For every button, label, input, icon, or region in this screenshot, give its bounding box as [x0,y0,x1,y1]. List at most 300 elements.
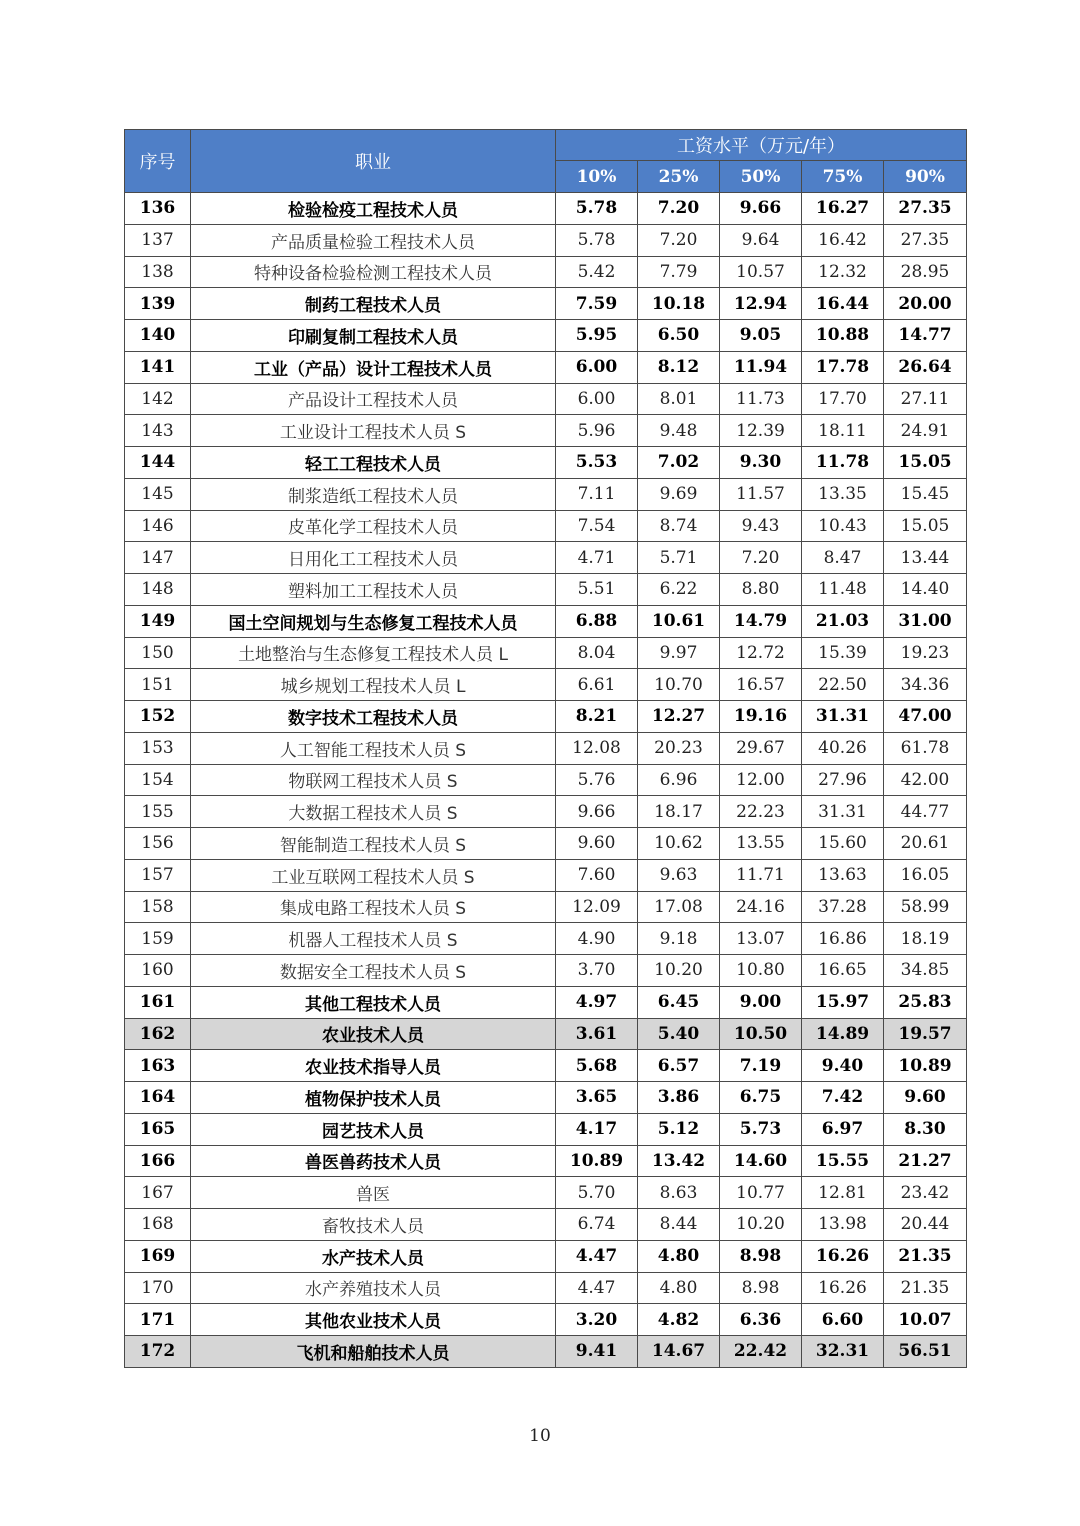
table-row [125,1082,967,1114]
salary-p75: 8.47 [802,542,884,574]
salary-p75: 31.31 [802,701,884,733]
salary-p90: 42.00 [884,764,967,796]
occupation-name: 工业设计工程技术人员 S [191,415,556,447]
row-number: 151 [125,669,191,701]
salary-p50: 12.00 [720,764,802,796]
salary-p25: 8.44 [638,1209,720,1241]
salary-table [124,129,967,1368]
salary-p10: 4.90 [556,923,638,955]
salary-p10: 5.70 [556,1177,638,1209]
table-row [125,256,967,288]
row-number: 166 [125,1145,191,1177]
salary-p75: 15.60 [802,828,884,860]
salary-p25: 8.01 [638,383,720,415]
occupation-name: 物联网工程技术人员 S [191,764,556,796]
salary-p25: 8.63 [638,1177,720,1209]
salary-p10: 5.78 [556,224,638,256]
salary-p10: 5.96 [556,415,638,447]
salary-p50: 7.20 [720,542,802,574]
header-salary-group: 工资水平（万元/年） [556,130,967,161]
salary-p75: 15.39 [802,637,884,669]
row-number: 148 [125,574,191,606]
table-row [125,923,967,955]
salary-p50: 13.07 [720,923,802,955]
row-number: 144 [125,447,191,479]
table-row [125,764,967,796]
salary-p90: 20.44 [884,1209,967,1241]
table-row [125,701,967,733]
occupation-name: 数字技术工程技术人员 [191,701,556,733]
row-number: 143 [125,415,191,447]
salary-p90: 28.95 [884,256,967,288]
salary-p10: 3.70 [556,955,638,987]
row-number: 161 [125,986,191,1018]
salary-p90: 14.40 [884,574,967,606]
salary-p10: 9.41 [556,1336,638,1368]
salary-p25: 6.45 [638,986,720,1018]
salary-p25: 6.50 [638,320,720,352]
salary-p90: 14.77 [884,320,967,352]
salary-p10: 4.17 [556,1113,638,1145]
salary-p50: 12.72 [720,637,802,669]
salary-p75: 13.63 [802,859,884,891]
row-number: 155 [125,796,191,828]
salary-p10: 4.71 [556,542,638,574]
salary-p10: 3.65 [556,1082,638,1114]
header-p10: 10% [556,161,638,193]
row-number: 156 [125,828,191,860]
salary-p25: 7.20 [638,224,720,256]
salary-p90: 23.42 [884,1177,967,1209]
row-number: 162 [125,1018,191,1050]
row-number: 163 [125,1050,191,1082]
salary-p75: 22.50 [802,669,884,701]
row-number: 160 [125,955,191,987]
row-number: 159 [125,923,191,955]
salary-p10: 6.88 [556,605,638,637]
occupation-name: 机器人工程技术人员 S [191,923,556,955]
salary-p90: 47.00 [884,701,967,733]
salary-p25: 12.27 [638,701,720,733]
salary-p50: 11.71 [720,859,802,891]
occupation-name: 畜牧技术人员 [191,1209,556,1241]
occupation-name: 工业（产品）设计工程技术人员 [191,351,556,383]
salary-p10: 8.21 [556,701,638,733]
table-row [125,510,967,542]
salary-p90: 27.11 [884,383,967,415]
salary-p50: 24.16 [720,891,802,923]
row-number: 164 [125,1082,191,1114]
table-row [125,383,967,415]
salary-p90: 15.05 [884,447,967,479]
salary-p10: 7.11 [556,478,638,510]
salary-p75: 16.42 [802,224,884,256]
salary-p90: 20.61 [884,828,967,860]
salary-p25: 7.20 [638,193,720,225]
salary-p75: 16.26 [802,1240,884,1272]
salary-p50: 8.80 [720,574,802,606]
table-row [125,955,967,987]
salary-p75: 16.26 [802,1272,884,1304]
table-row [125,859,967,891]
salary-p10: 4.47 [556,1272,638,1304]
row-number: 146 [125,510,191,542]
salary-p90: 9.60 [884,1082,967,1114]
salary-p75: 16.86 [802,923,884,955]
salary-p10: 12.09 [556,891,638,923]
occupation-name: 特种设备检验检测工程技术人员 [191,256,556,288]
row-number: 165 [125,1113,191,1145]
salary-p50: 12.39 [720,415,802,447]
occupation-name: 数据安全工程技术人员 S [191,955,556,987]
salary-p25: 18.17 [638,796,720,828]
table-row [125,1113,967,1145]
row-number: 138 [125,256,191,288]
salary-p50: 14.60 [720,1145,802,1177]
salary-p90: 8.30 [884,1113,967,1145]
salary-p90: 25.83 [884,986,967,1018]
salary-p50: 5.73 [720,1113,802,1145]
table-row [125,542,967,574]
salary-p50: 8.98 [720,1272,802,1304]
salary-p90: 34.36 [884,669,967,701]
salary-p75: 32.31 [802,1336,884,1368]
salary-p75: 18.11 [802,415,884,447]
salary-p50: 11.57 [720,478,802,510]
occupation-name: 日用化工工程技术人员 [191,542,556,574]
table-row [125,1050,967,1082]
salary-p25: 6.22 [638,574,720,606]
header-p25: 25% [638,161,720,193]
table-body [125,193,967,1368]
salary-p50: 9.00 [720,986,802,1018]
row-number: 169 [125,1240,191,1272]
salary-p50: 7.19 [720,1050,802,1082]
table-row [125,605,967,637]
occupation-name: 轻工工程技术人员 [191,447,556,479]
salary-p25: 7.02 [638,447,720,479]
occupation-name: 飞机和船舶技术人员 [191,1336,556,1368]
salary-p50: 16.57 [720,669,802,701]
occupation-name: 其他工程技术人员 [191,986,556,1018]
salary-p90: 31.00 [884,605,967,637]
salary-p25: 6.57 [638,1050,720,1082]
salary-p75: 40.26 [802,732,884,764]
row-number: 149 [125,605,191,637]
salary-p50: 14.79 [720,605,802,637]
salary-p90: 61.78 [884,732,967,764]
row-number: 153 [125,732,191,764]
salary-p10: 5.95 [556,320,638,352]
row-number: 158 [125,891,191,923]
salary-p25: 10.20 [638,955,720,987]
table-row [125,1209,967,1241]
salary-p10: 3.20 [556,1304,638,1336]
occupation-name: 工业互联网工程技术人员 S [191,859,556,891]
table-row [125,447,967,479]
salary-p25: 6.96 [638,764,720,796]
salary-p90: 16.05 [884,859,967,891]
salary-p75: 16.65 [802,955,884,987]
salary-p75: 31.31 [802,796,884,828]
salary-p25: 5.12 [638,1113,720,1145]
salary-p75: 15.55 [802,1145,884,1177]
occupation-name: 制浆造纸工程技术人员 [191,478,556,510]
salary-p25: 9.69 [638,478,720,510]
salary-p90: 21.27 [884,1145,967,1177]
row-number: 154 [125,764,191,796]
salary-p90: 21.35 [884,1240,967,1272]
salary-p10: 6.00 [556,383,638,415]
salary-p90: 26.64 [884,351,967,383]
salary-p25: 4.82 [638,1304,720,1336]
occupation-name: 水产技术人员 [191,1240,556,1272]
salary-p75: 11.78 [802,447,884,479]
salary-p90: 18.19 [884,923,967,955]
row-number: 172 [125,1336,191,1368]
occupation-name: 皮革化学工程技术人员 [191,510,556,542]
row-number: 140 [125,320,191,352]
header-seq: 序号 [125,130,191,193]
salary-p10: 4.47 [556,1240,638,1272]
salary-p50: 6.75 [720,1082,802,1114]
salary-p50: 10.50 [720,1018,802,1050]
table-row [125,574,967,606]
table-row [125,637,967,669]
salary-p90: 20.00 [884,288,967,320]
table-row [125,288,967,320]
salary-p25: 10.61 [638,605,720,637]
salary-p50: 12.94 [720,288,802,320]
table-row [125,415,967,447]
row-number: 147 [125,542,191,574]
table-row [125,1018,967,1050]
occupation-name: 塑料加工工程技术人员 [191,574,556,606]
salary-p50: 10.57 [720,256,802,288]
row-number: 152 [125,701,191,733]
salary-p25: 14.67 [638,1336,720,1368]
salary-p50: 10.20 [720,1209,802,1241]
salary-p90: 13.44 [884,542,967,574]
occupation-name: 人工智能工程技术人员 S [191,732,556,764]
salary-p75: 15.97 [802,986,884,1018]
salary-p75: 9.40 [802,1050,884,1082]
salary-p75: 21.03 [802,605,884,637]
row-number: 137 [125,224,191,256]
occupation-name: 植物保护技术人员 [191,1082,556,1114]
salary-p10: 7.59 [556,288,638,320]
salary-p10: 9.66 [556,796,638,828]
salary-p90: 19.23 [884,637,967,669]
occupation-name: 大数据工程技术人员 S [191,796,556,828]
table-row [125,351,967,383]
salary-p10: 3.61 [556,1018,638,1050]
salary-p75: 7.42 [802,1082,884,1114]
salary-p75: 10.88 [802,320,884,352]
salary-p50: 13.55 [720,828,802,860]
salary-p90: 10.07 [884,1304,967,1336]
salary-p90: 15.05 [884,510,967,542]
table-row [125,1336,967,1368]
salary-p25: 17.08 [638,891,720,923]
salary-p50: 22.42 [720,1336,802,1368]
table-header [125,130,967,193]
table-row [125,1240,967,1272]
occupation-name: 集成电路工程技术人员 S [191,891,556,923]
occupation-name: 兽医兽药技术人员 [191,1145,556,1177]
salary-p75: 16.27 [802,193,884,225]
salary-p10: 5.42 [556,256,638,288]
salary-p10: 9.60 [556,828,638,860]
header-p50: 50% [720,161,802,193]
occupation-name: 印刷复制工程技术人员 [191,320,556,352]
salary-p50: 8.98 [720,1240,802,1272]
occupation-name: 检验检疫工程技术人员 [191,193,556,225]
salary-p50: 9.30 [720,447,802,479]
occupation-name: 产品质量检验工程技术人员 [191,224,556,256]
table-row [125,1177,967,1209]
salary-p10: 12.08 [556,732,638,764]
salary-p90: 19.57 [884,1018,967,1050]
salary-p10: 10.89 [556,1145,638,1177]
salary-p50: 29.67 [720,732,802,764]
salary-p90: 10.89 [884,1050,967,1082]
salary-p50: 9.66 [720,193,802,225]
header-p90: 90% [884,161,967,193]
salary-p50: 9.43 [720,510,802,542]
row-number: 167 [125,1177,191,1209]
table-row [125,1272,967,1304]
table-row [125,320,967,352]
salary-p25: 5.71 [638,542,720,574]
occupation-name: 城乡规划工程技术人员 L [191,669,556,701]
salary-p75: 17.78 [802,351,884,383]
salary-p75: 17.70 [802,383,884,415]
salary-p50: 9.64 [720,224,802,256]
salary-p90: 58.99 [884,891,967,923]
salary-p75: 13.98 [802,1209,884,1241]
salary-p25: 8.74 [638,510,720,542]
table-row [125,1304,967,1336]
table-row [125,732,967,764]
table-row [125,193,967,225]
salary-p50: 11.94 [720,351,802,383]
salary-p50: 10.77 [720,1177,802,1209]
table-row [125,224,967,256]
row-number: 141 [125,351,191,383]
salary-p25: 4.80 [638,1272,720,1304]
table-row [125,986,967,1018]
occupation-name: 产品设计工程技术人员 [191,383,556,415]
header-occupation: 职业 [191,130,556,193]
salary-p75: 16.44 [802,288,884,320]
salary-p50: 19.16 [720,701,802,733]
salary-p25: 4.80 [638,1240,720,1272]
salary-p25: 13.42 [638,1145,720,1177]
salary-p25: 3.86 [638,1082,720,1114]
salary-p90: 34.85 [884,955,967,987]
salary-p75: 6.97 [802,1113,884,1145]
salary-p90: 21.35 [884,1272,967,1304]
salary-p75: 14.89 [802,1018,884,1050]
salary-p90: 56.51 [884,1336,967,1368]
row-number: 139 [125,288,191,320]
salary-p75: 13.35 [802,478,884,510]
salary-p25: 10.70 [638,669,720,701]
salary-p10: 5.51 [556,574,638,606]
salary-p90: 44.77 [884,796,967,828]
salary-p75: 37.28 [802,891,884,923]
row-number: 142 [125,383,191,415]
occupation-name: 制药工程技术人员 [191,288,556,320]
salary-p25: 10.62 [638,828,720,860]
table-row [125,669,967,701]
salary-p10: 6.00 [556,351,638,383]
occupation-name: 土地整治与生态修复工程技术人员 L [191,637,556,669]
salary-p10: 6.61 [556,669,638,701]
occupation-name: 智能制造工程技术人员 S [191,828,556,860]
salary-p90: 27.35 [884,193,967,225]
salary-p50: 9.05 [720,320,802,352]
salary-p25: 7.79 [638,256,720,288]
table-row [125,478,967,510]
page-number: 10 [529,1426,551,1446]
salary-p25: 9.18 [638,923,720,955]
salary-p90: 15.45 [884,478,967,510]
salary-p10: 5.76 [556,764,638,796]
occupation-name: 国土空间规划与生态修复工程技术人员 [191,605,556,637]
salary-p90: 27.35 [884,224,967,256]
salary-p50: 22.23 [720,796,802,828]
salary-p10: 7.54 [556,510,638,542]
row-number: 150 [125,637,191,669]
salary-p75: 6.60 [802,1304,884,1336]
salary-p10: 5.78 [556,193,638,225]
table-row [125,796,967,828]
occupation-name: 园艺技术人员 [191,1113,556,1145]
salary-p25: 9.63 [638,859,720,891]
salary-p25: 5.40 [638,1018,720,1050]
salary-p10: 5.68 [556,1050,638,1082]
table-row [125,1145,967,1177]
salary-p10: 4.97 [556,986,638,1018]
row-number: 170 [125,1272,191,1304]
salary-p90: 24.91 [884,415,967,447]
salary-p75: 27.96 [802,764,884,796]
salary-p10: 6.74 [556,1209,638,1241]
occupation-name: 水产养殖技术人员 [191,1272,556,1304]
row-number: 168 [125,1209,191,1241]
salary-p10: 8.04 [556,637,638,669]
salary-p10: 5.53 [556,447,638,479]
salary-p50: 6.36 [720,1304,802,1336]
salary-p75: 12.81 [802,1177,884,1209]
table-row [125,828,967,860]
salary-p25: 9.48 [638,415,720,447]
salary-p50: 10.80 [720,955,802,987]
salary-p75: 11.48 [802,574,884,606]
row-number: 171 [125,1304,191,1336]
row-number: 157 [125,859,191,891]
header-p75: 75% [802,161,884,193]
salary-p75: 10.43 [802,510,884,542]
salary-p50: 11.73 [720,383,802,415]
salary-p25: 20.23 [638,732,720,764]
occupation-name: 兽医 [191,1177,556,1209]
row-number: 145 [125,478,191,510]
occupation-name: 农业技术人员 [191,1018,556,1050]
salary-p75: 12.32 [802,256,884,288]
